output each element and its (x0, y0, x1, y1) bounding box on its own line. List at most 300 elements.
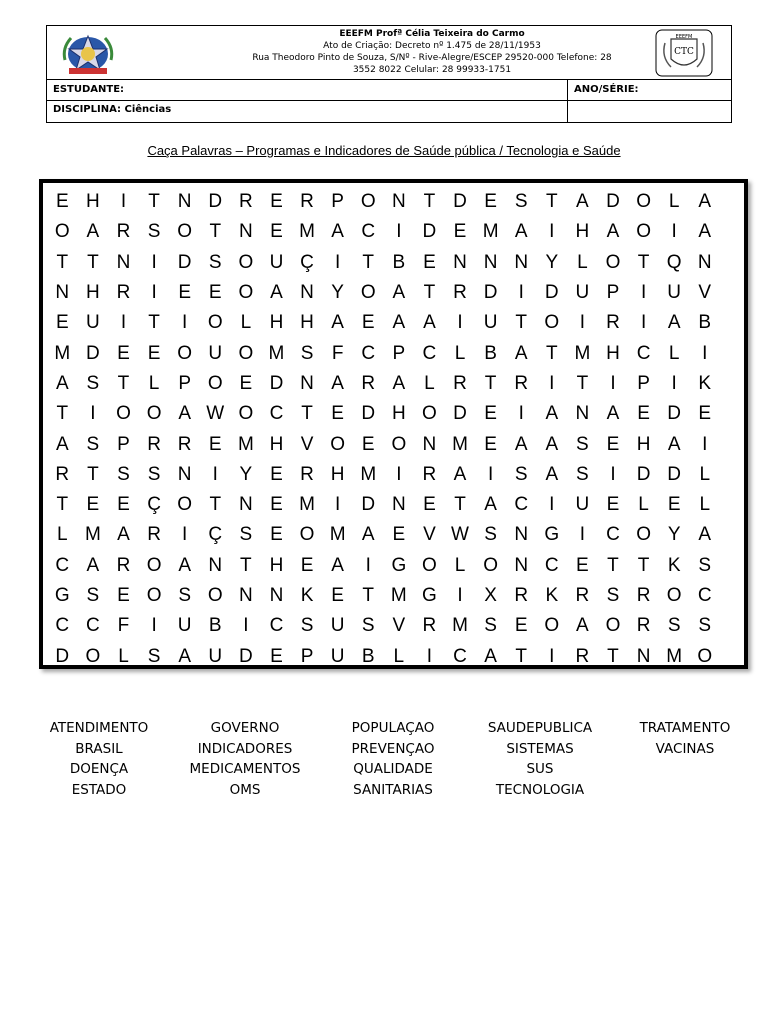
year-label: ANO/SÉRIE: (574, 84, 639, 95)
grid-letter: E (178, 282, 192, 304)
grid-letter: A (178, 554, 192, 576)
grid-letter: E (392, 524, 406, 546)
word-search-grid (39, 179, 748, 669)
grid-letter: E (270, 645, 283, 667)
word-item: TRATAMENTO (639, 720, 731, 736)
grid-letter: A (331, 312, 344, 334)
grid-letter: S (147, 221, 161, 243)
grid-letter: O (330, 433, 346, 455)
grid-letter: A (484, 645, 497, 667)
grid-letter: A (667, 433, 681, 455)
grid-letter: S (147, 463, 161, 485)
grid-letter: T (56, 494, 69, 516)
grid-letter: E (667, 494, 681, 516)
grid-letter: O (177, 221, 193, 243)
grid-letter: R (361, 372, 376, 394)
grid-letter: U (86, 312, 100, 334)
grid-letter: O (544, 615, 560, 637)
grid-letter: O (238, 282, 254, 304)
grid-letter: Ç (300, 251, 314, 273)
grid-letter: N (300, 372, 314, 394)
grid-letter: E (55, 191, 69, 213)
grid-letter: H (300, 312, 314, 334)
grid-letter: A (178, 645, 192, 667)
grid-letter: I (702, 342, 708, 364)
grid-letter: W (451, 524, 469, 546)
grid-letter: T (362, 251, 375, 273)
grid-letter: A (514, 342, 528, 364)
grid-letter: O (207, 372, 223, 394)
grid-letter: E (361, 312, 375, 334)
grid-letter: N (391, 191, 406, 213)
grid-letter: E (576, 554, 589, 576)
grid-letter: T (607, 554, 619, 576)
word-item: QUALIDADE (353, 761, 433, 777)
grid-letter: D (453, 403, 467, 425)
grid-letter: A (331, 372, 344, 394)
grid-letter: E (300, 554, 314, 576)
grid-letter: T (515, 312, 527, 334)
grid-letter: O (360, 191, 376, 213)
grid-letter: H (636, 433, 651, 455)
grid-letter: R (116, 221, 131, 243)
grid-letter: C (55, 615, 70, 637)
grid-letter: A (545, 433, 559, 455)
grid-letter: M (482, 221, 499, 243)
grid-letter: S (514, 191, 528, 213)
logo-right-text: CTC (674, 47, 694, 57)
grid-letter: L (57, 524, 68, 546)
grid-letter: E (270, 191, 283, 213)
grid-letter: D (269, 372, 284, 394)
grid-letter: N (483, 251, 498, 273)
grid-letter: A (484, 494, 497, 516)
grid-letter: D (667, 403, 682, 425)
grid-letter: U (330, 615, 345, 637)
letter-grid (47, 187, 720, 672)
grid-letter: I (610, 463, 616, 485)
school-address: Rua Theodoro Pinto de Souza, S/Nº - Rive-Alegre/ESCEP 29520-000 Telefone: 28 (252, 53, 612, 63)
grid-letter: T (56, 251, 69, 273)
grid-letter: P (392, 342, 406, 364)
grid-letter: S (178, 585, 192, 606)
header-divider (567, 80, 568, 123)
grid-letter: I (640, 282, 647, 304)
grid-letter: N (55, 282, 70, 304)
grid-letter: M (390, 585, 407, 606)
student-label: ESTUDANTE: (53, 84, 125, 95)
grid-letter: T (301, 403, 313, 425)
grid-letter: M (84, 524, 101, 546)
grid-letter: R (453, 372, 467, 394)
subject-value: Ciências (124, 104, 172, 115)
grid-letter: N (238, 221, 253, 243)
grid-letter: T (87, 463, 99, 485)
subject-label: DISCIPLINA: (53, 104, 121, 115)
grid-letter: E (484, 433, 497, 455)
word-item: MEDICAMENTOS (189, 761, 301, 777)
grid-letter: Y (667, 524, 681, 546)
grid-letter: A (514, 221, 528, 243)
grid-letter: A (178, 403, 192, 425)
grid-letter: U (667, 282, 682, 304)
grid-letter: O (605, 251, 621, 273)
grid-letter: T (87, 251, 99, 273)
grid-letter: A (331, 221, 344, 243)
grid-letter: O (207, 312, 223, 334)
grid-letter: M (299, 221, 315, 243)
grid-letter: T (545, 342, 558, 364)
grid-letter: A (55, 433, 69, 455)
creation-act: Ato de Criação: Decreto nº 1.475 de 28/11/1953 (323, 41, 541, 51)
grid-letter: E (270, 524, 283, 546)
grid-letter: C (269, 403, 284, 425)
grid-letter: A (86, 221, 100, 243)
grid-letter: O (636, 221, 651, 243)
grid-letter: E (637, 403, 650, 425)
grid-letter: M (452, 433, 468, 455)
grid-letter: H (269, 433, 284, 455)
grid-letter: A (55, 372, 69, 394)
grid-letter: R (636, 615, 651, 637)
grid-letter: G (422, 585, 437, 606)
word-item: SAUDEPUBLICA (487, 720, 593, 736)
grid-letter: C (86, 615, 100, 637)
grid-letter: I (518, 403, 524, 425)
grid-letter: O (636, 191, 651, 213)
grid-letter: M (452, 615, 468, 637)
grid-letter: T (240, 554, 252, 576)
grid-letter: N (422, 433, 437, 455)
grid-letter: E (147, 342, 161, 364)
grid-letter: A (423, 312, 436, 334)
grid-letter: N (453, 251, 467, 273)
word-column-5 (630, 718, 740, 759)
word-item: POPULAÇAO (351, 720, 435, 736)
grid-letter: I (671, 372, 677, 394)
grid-letter: S (514, 463, 528, 485)
grid-letter: R (147, 433, 161, 455)
grid-letter: O (238, 403, 254, 425)
grid-letter: I (671, 221, 677, 243)
grid-letter: S (576, 433, 589, 455)
grid-letter: M (666, 645, 683, 667)
grid-letter: T (607, 645, 619, 667)
grid-letter: T (484, 372, 497, 394)
grid-letter: F (117, 615, 130, 637)
grid-letter: T (209, 494, 222, 516)
grid-letter: T (454, 494, 466, 516)
grid-letter: I (518, 282, 524, 304)
grid-letter: H (606, 342, 620, 364)
grid-letter: O (146, 554, 162, 576)
grid-letter: O (146, 585, 162, 606)
grid-letter: S (576, 463, 589, 485)
grid-letter: C (453, 645, 467, 667)
grid-letter: L (240, 312, 252, 334)
grid-letter: N (269, 585, 284, 606)
grid-letter: R (55, 463, 70, 485)
grid-letter: I (426, 645, 433, 667)
word-item: ATENDIMENTO (49, 720, 149, 736)
grid-letter: C (55, 554, 70, 576)
grid-letter: E (270, 463, 283, 485)
grid-letter: I (335, 494, 341, 516)
grid-letter: B (361, 645, 375, 667)
grid-letter: U (208, 342, 223, 364)
grid-letter: O (483, 554, 498, 576)
grid-letter: D (86, 342, 100, 364)
grid-letter: I (579, 312, 586, 334)
grid-letter: E (514, 615, 528, 637)
grid-letter: O (116, 403, 131, 425)
word-column-2 (182, 718, 308, 800)
grid-letter: T (148, 312, 160, 334)
grid-letter: I (702, 433, 708, 455)
word-item: VACINAS (655, 740, 715, 757)
grid-letter: I (365, 554, 371, 576)
grid-letter: L (668, 191, 680, 213)
page-title: Caça Palavras – Programas e Indicadores de Saúde pública / Tecnologia e Saúde (147, 143, 621, 158)
grid-letter: S (300, 615, 314, 637)
grid-letter: S (667, 615, 681, 637)
grid-letter: C (361, 342, 376, 364)
grid-letter: M (574, 342, 591, 364)
grid-letter: Q (666, 251, 682, 273)
grid-letter: O (636, 524, 651, 546)
subject-row (47, 101, 731, 122)
grid-letter: C (514, 494, 529, 516)
grid-letter: P (331, 191, 344, 213)
grid-letter: R (300, 191, 314, 213)
grid-letter: I (182, 524, 188, 546)
grid-letter: O (238, 342, 254, 364)
grid-letter: S (300, 342, 314, 364)
grid-letter: R (116, 554, 131, 576)
grid-letter: R (422, 463, 437, 485)
grid-letter: I (549, 221, 555, 243)
grid-letter: R (575, 585, 590, 606)
grid-letter: N (116, 251, 131, 273)
grid-letter: K (698, 372, 712, 394)
grid-letter: U (269, 251, 284, 273)
grid-letter: U (575, 282, 590, 304)
grid-letter: P (300, 645, 314, 667)
grid-letter: I (610, 372, 616, 394)
grid-letter: N (208, 554, 223, 576)
grid-letter: T (637, 554, 650, 576)
grid-letter: N (514, 524, 529, 546)
grid-letter: L (148, 372, 160, 394)
grid-letter: E (270, 494, 283, 516)
word-column-3 (340, 718, 446, 800)
grid-letter: I (151, 251, 157, 273)
school-header (46, 25, 732, 123)
grid-letter: N (300, 282, 314, 304)
grid-letter: D (238, 645, 253, 667)
grid-letter: O (207, 585, 223, 606)
grid-letter: F (331, 342, 344, 364)
grid-letter: E (331, 403, 344, 425)
grid-letter: I (182, 312, 188, 334)
grid-letter: A (331, 554, 344, 576)
grid-letter: D (422, 221, 437, 243)
grid-letter: S (117, 463, 130, 485)
grid-letter: C (361, 221, 376, 243)
grid-letter: L (668, 342, 680, 364)
grid-letter: B (484, 342, 497, 364)
grid-letter: N (636, 645, 651, 667)
grid-letter: L (577, 251, 588, 273)
grid-letter: E (331, 585, 344, 606)
grid-letter: T (56, 403, 69, 425)
grid-letter: S (239, 524, 253, 546)
grid-letter: P (178, 372, 192, 394)
grid-letter: E (270, 221, 283, 243)
grid-letter: I (549, 494, 555, 516)
grid-letter: E (361, 433, 375, 455)
grid-letter: Ç (147, 494, 161, 516)
grid-letter: K (545, 585, 559, 606)
grid-letter: O (177, 342, 193, 364)
grid-letter: B (698, 312, 712, 334)
word-item: PREVENÇAO (351, 740, 435, 757)
grid-letter: O (697, 645, 713, 667)
school-name: EEEFM Profª Célia Teixeira do Carmo (339, 29, 525, 39)
grid-letter: A (392, 282, 406, 304)
grid-letter: R (575, 645, 590, 667)
word-item: GOVERNO (210, 720, 280, 736)
grid-letter: U (575, 494, 590, 516)
grid-letter: E (423, 494, 436, 516)
grid-letter: O (605, 615, 621, 637)
grid-letter: A (545, 463, 559, 485)
grid-letter: A (392, 312, 406, 334)
grid-letter: I (396, 463, 402, 485)
grid-letter: Y (545, 251, 559, 273)
grid-letter: H (86, 191, 100, 213)
grid-letter: D (208, 191, 223, 213)
grid-letter: R (147, 524, 161, 546)
grid-letter: O (238, 251, 254, 273)
grid-letter: T (423, 282, 436, 304)
grid-letter: N (177, 463, 192, 485)
grid-letter: N (514, 554, 529, 576)
grid-letter: O (299, 524, 315, 546)
grid-letter: T (117, 372, 130, 394)
grid-letter: R (606, 312, 620, 334)
grid-letter: E (698, 403, 712, 425)
grid-letter: D (361, 403, 376, 425)
grid-letter: U (177, 615, 192, 637)
grid-letter: O (360, 282, 376, 304)
grid-letter: R (238, 191, 253, 213)
state-coat-of-arms-logo (59, 30, 117, 76)
grid-letter: H (575, 221, 590, 243)
grid-letter: E (606, 433, 620, 455)
grid-letter: N (697, 251, 712, 273)
grid-letter: K (667, 554, 681, 576)
grid-letter: D (55, 645, 70, 667)
grid-letter: T (545, 191, 558, 213)
grid-letter: M (329, 524, 346, 546)
grid-letter: A (361, 524, 375, 546)
ctc-school-logo (655, 29, 713, 77)
grid-letter: T (423, 191, 436, 213)
grid-letter: N (177, 191, 192, 213)
grid-letter: P (637, 372, 650, 394)
grid-letter: K (300, 585, 314, 606)
grid-letter: D (483, 282, 498, 304)
grid-letter: O (422, 403, 437, 425)
grid-letter: S (484, 524, 497, 546)
logo-right-top-text: EEEFM (675, 34, 693, 40)
grid-letter: S (208, 251, 222, 273)
grid-letter: G (391, 554, 407, 576)
grid-letter: E (55, 312, 69, 334)
grid-letter: T (515, 645, 527, 667)
grid-letter: X (484, 585, 497, 606)
grid-letter: A (606, 403, 620, 425)
grid-letter: E (606, 494, 620, 516)
grid-letter: E (117, 342, 130, 364)
grid-letter: M (54, 342, 71, 364)
grid-letter: A (698, 191, 712, 213)
grid-letter: E (453, 221, 467, 243)
grid-letter: L (393, 645, 405, 667)
grid-letter: I (549, 372, 555, 394)
grid-letter: N (391, 494, 406, 516)
grid-letter: A (698, 221, 712, 243)
grid-letter: L (118, 645, 129, 667)
grid-letter: H (86, 282, 100, 304)
grid-letter: T (576, 372, 589, 394)
grid-letter: T (362, 585, 375, 606)
grid-letter: A (514, 433, 528, 455)
grid-letter: S (698, 615, 712, 637)
grid-letter: T (209, 221, 222, 243)
grid-letter: H (269, 312, 284, 334)
grid-letter: D (177, 251, 192, 273)
grid-letter: V (423, 524, 436, 546)
grid-letter: L (638, 494, 649, 516)
grid-letter: R (514, 585, 529, 606)
grid-letter: U (208, 645, 223, 667)
grid-letter: M (268, 342, 285, 364)
grid-letter: S (698, 554, 712, 576)
word-column-1 (40, 718, 158, 800)
word-item: DOENÇA (69, 761, 129, 777)
grid-letter: D (361, 494, 376, 516)
grid-letter: L (699, 494, 711, 516)
grid-letter: D (453, 191, 467, 213)
grid-letter: H (330, 463, 345, 485)
grid-letter: O (54, 221, 70, 243)
grid-letter: C (269, 615, 284, 637)
grid-letter: R (177, 433, 192, 455)
grid-letter: R (514, 372, 529, 394)
word-item: SUS (526, 761, 554, 777)
grid-letter: D (606, 191, 620, 213)
grid-letter: E (239, 372, 253, 394)
school-phones: 3552 8022 Celular: 28 99933-1751 (352, 65, 512, 75)
grid-letter: O (422, 554, 437, 576)
grid-letter: L (454, 342, 466, 364)
grid-letter: T (148, 191, 160, 213)
grid-letter: S (86, 433, 100, 455)
grid-letter: U (483, 312, 498, 334)
grid-letter: L (454, 554, 466, 576)
